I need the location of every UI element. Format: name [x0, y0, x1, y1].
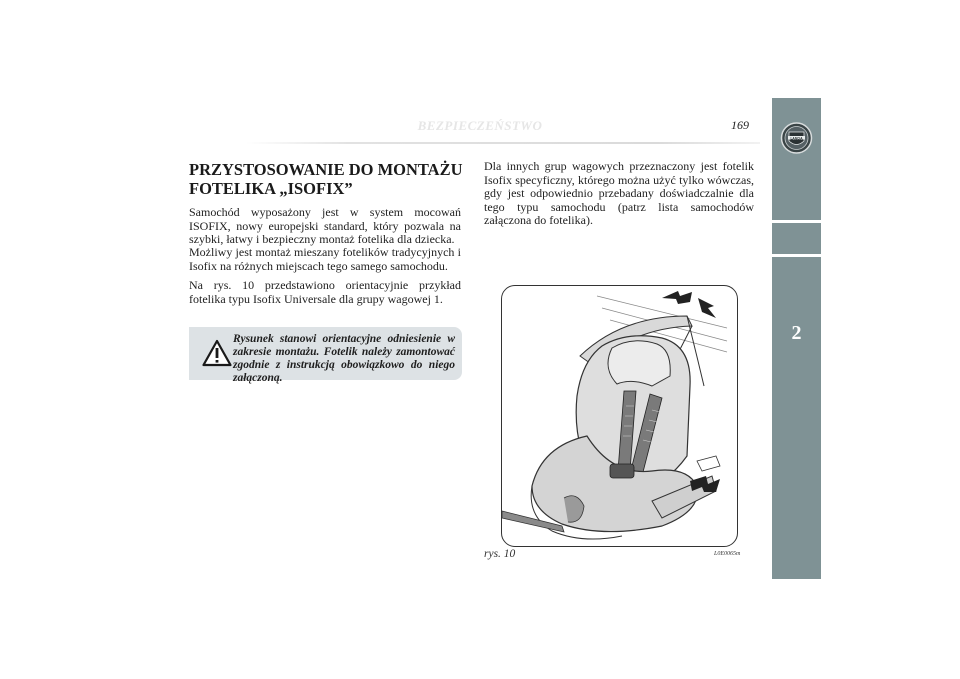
body-paragraph-3: Na rys. 10 przedstawiono orientacyjnie przykład fotelika typu Isofix Universale dla grupy wagowej 1. — [189, 278, 461, 306]
logo-text: LANCIA — [790, 136, 803, 141]
warning-box — [189, 327, 462, 384]
lancia-shield-logo-icon — [772, 108, 821, 188]
isofix-child-seat-illustration — [502, 286, 737, 546]
logo-box — [772, 98, 821, 220]
page-heading — [189, 160, 469, 198]
chapter-sidebar — [772, 98, 821, 579]
figure-caption: rys. 10 — [484, 548, 516, 560]
heading-line-1: PRZYSTOSOWANIE DO MONTAŻU — [189, 160, 463, 179]
right-paragraph: Dla innych grup wagowych przeznaczony jest fotelik Isofix specyficzny, którego można użyć tylko wówczas, gdy jest odpowiednio przebadany doświadczalnie dla tego typu samochodu (patrz lista samochodów załączona do fotelika). — [484, 159, 754, 228]
warning-triangle-icon — [202, 339, 232, 367]
section-title: BEZPIECZEŃSTWO — [417, 118, 543, 133]
heading-line-2: FOTELIKA „ISOFIX” — [189, 179, 353, 198]
figure-frame — [501, 285, 738, 547]
page-number: 169 — [731, 118, 749, 132]
chapter-number: 2 — [791, 322, 802, 344]
body-paragraph-2: Możliwy jest montaż mieszany fotelików tradycyjnych i Isofix na różnych miejscach tego samego samochodu. — [189, 245, 461, 273]
sidebar-divider-top — [772, 220, 821, 223]
body-paragraph-1: Samochód wyposażony jest w system mocowań ISOFIX, nowy europejski standard, który pozwala na szybki, łatwy i bezpieczny montaż fotelika dla dziecka. — [189, 205, 461, 247]
warning-text: Rysunek stanowi orientacyjne odniesienie w zakresie montażu. Fotelik należy zamontować zgodnie z instrukcją obowiązkowo do niego załączoną. — [233, 333, 455, 384]
header-rule — [246, 142, 760, 144]
sidebar-divider-bottom — [772, 254, 821, 257]
figure-code: L0E0065m — [714, 551, 741, 557]
